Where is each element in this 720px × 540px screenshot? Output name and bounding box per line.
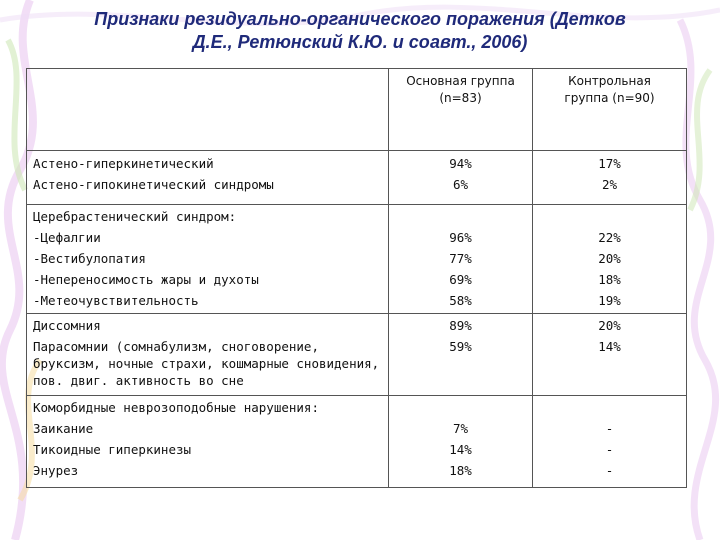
row-label-cell [27, 151, 389, 205]
row-label: Тикоидные гиперкинезы [33, 442, 192, 457]
main-value: 89% [449, 318, 472, 333]
control-value: - [605, 442, 614, 457]
control-value-cell [533, 314, 687, 396]
header-main-line-2: (n=83) [439, 91, 482, 105]
main-value-cell [389, 205, 533, 314]
row-label-cell [27, 314, 389, 396]
row-label: -Метеочувствительность [33, 293, 199, 308]
row-label: -Вестибулопатия [33, 251, 146, 266]
main-value-cell [389, 151, 533, 205]
row-label: Заикание [33, 421, 94, 436]
table-row [27, 314, 687, 396]
main-value: 94% [449, 156, 472, 171]
header-main-line-1: Основная группа [406, 74, 515, 88]
main-value: 59% [449, 339, 472, 354]
control-value: 14% [598, 339, 621, 354]
main-value: 6% [452, 177, 469, 192]
row-label: -Непереносимость жары и духоты [33, 272, 259, 287]
row-label: Диссомния [33, 318, 101, 333]
comparison-table [26, 68, 687, 488]
title-line-1: Признаки резидуально-органического поражения (Детков [94, 9, 626, 29]
main-value: 96% [449, 230, 472, 245]
main-value: 7% [452, 421, 469, 436]
control-value-cell [533, 151, 687, 205]
main-value-cell [389, 314, 533, 396]
main-value: 14% [449, 442, 472, 457]
control-value: - [605, 421, 614, 436]
control-value: - [605, 463, 614, 478]
header-cell-empty [27, 69, 389, 151]
row-label-cell [27, 396, 389, 488]
header-control-group [533, 69, 687, 151]
row-label: Астено-гиперкинетический [33, 156, 214, 171]
control-value: 2% [601, 177, 618, 192]
control-value-cell [533, 396, 687, 488]
main-value: 69% [449, 272, 472, 287]
main-value: 77% [449, 251, 472, 266]
slide-title [30, 8, 690, 54]
row-label: Астено-гипокинетический синдромы [33, 177, 274, 192]
main-value: 58% [449, 293, 472, 308]
table-row [27, 205, 687, 314]
title-line-2: Д.Е., Ретюнский К.Ю. и соавт., 2006) [192, 32, 528, 52]
row-label: -Цефалгии [33, 230, 101, 245]
control-value: 18% [598, 272, 621, 287]
header-control-line-1: Контрольная [568, 74, 651, 88]
control-value-cell [533, 205, 687, 314]
main-value-cell [389, 396, 533, 488]
control-value: 20% [598, 318, 621, 333]
table-row [27, 396, 687, 488]
row-label: Церебрастенический синдром: [33, 209, 237, 224]
control-value: 19% [598, 293, 621, 308]
header-control-line-2: группа (n=90) [564, 91, 655, 105]
main-value: 18% [449, 463, 472, 478]
header-main-group [389, 69, 533, 151]
row-label: Энурез [33, 463, 79, 478]
row-label: Парасомнии (сомнабулизм, сноговорение, бруксизм, ночные страхи, кошмарные сновидения, пов. двиг. активность во сне [33, 339, 380, 388]
row-label-cell [27, 205, 389, 314]
table-header-row [27, 69, 687, 151]
control-value: 22% [598, 230, 621, 245]
table-row [27, 151, 687, 205]
control-value: 20% [598, 251, 621, 266]
control-value: 17% [598, 156, 621, 171]
row-label: Коморбидные неврозоподобные нарушения: [33, 400, 319, 415]
